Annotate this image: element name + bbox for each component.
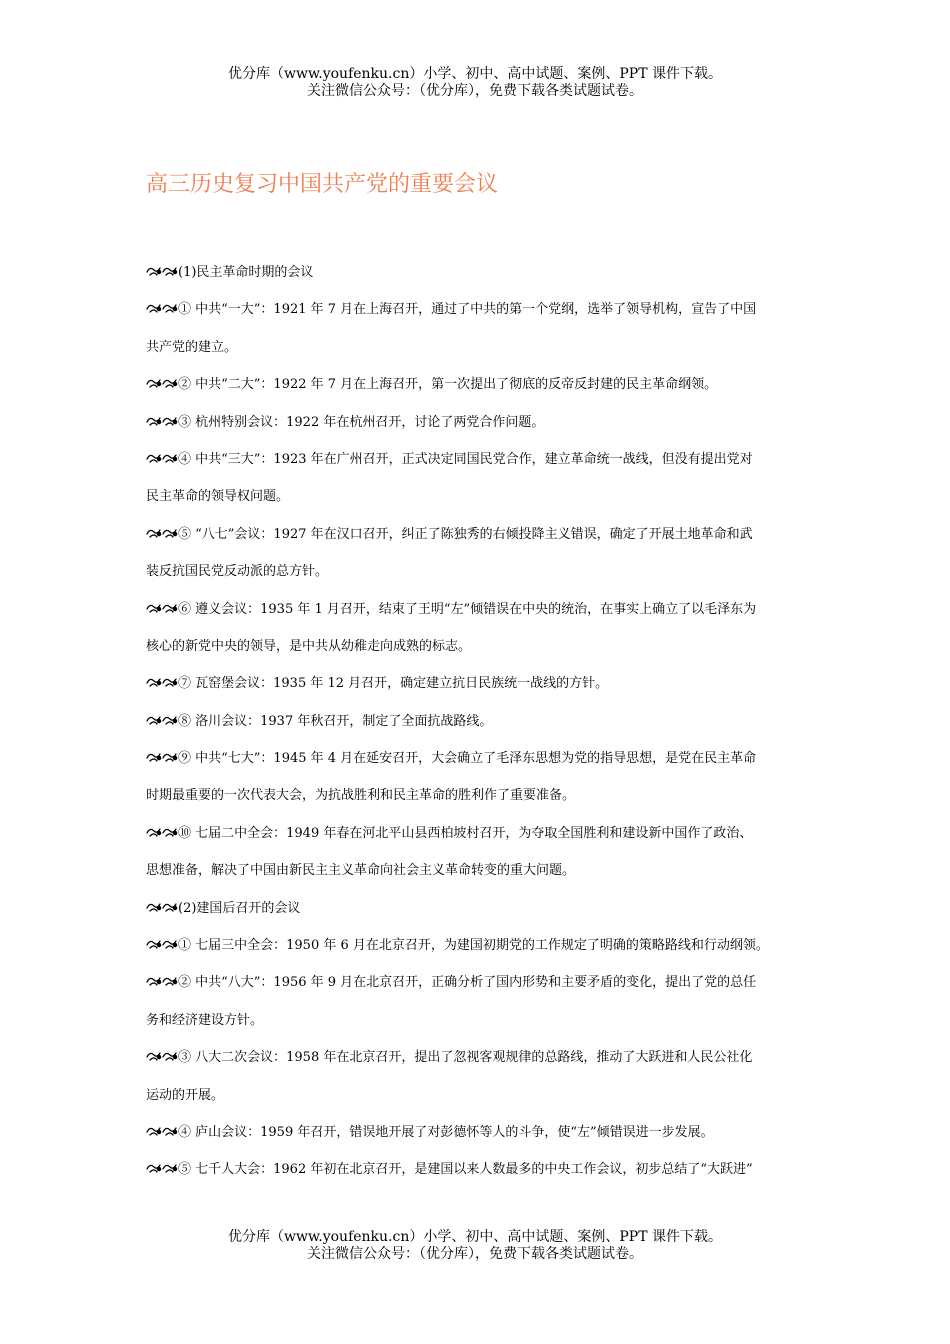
footer-line-1: 优分库（www.youfenku.cn）小学、初中、高中试题、案例、PPT 课件下载。 (227, 1229, 722, 1245)
line-text: ⑤ 七千人大会：1962 年初在北京召开，是建国以来人数最多的中央工作会议，初步总结了“大跃进” (178, 1162, 753, 1178)
line-text: 核心的新党中央的领导，是中共从幼稚走向成熟的标志。 (146, 638, 472, 654)
line-text: ① 七届三中全会：1950 年 6 月在北京召开，为建国初期党的工作规定了明确的策略路线和行动纲领。 (178, 938, 769, 954)
header-line-1: 优分库（www.youfenku.cn）小学、初中、高中试题、案例、PPT 课件下载。 (227, 66, 722, 82)
line-text: ① 中共“一大”：1921 年 7 月在上海召开，通过了中共的第一个党纲，选举了领导机构，宣告了中国 (178, 302, 757, 318)
ornament-bullet-icon (146, 751, 178, 763)
document-title: 高三历史复习中国共产党的重要会议 (146, 172, 499, 197)
paragraph-line (146, 931, 816, 968)
header-line-2: 关注微信公众号：（优分库），免费下载各类试题试卷。 (307, 83, 643, 99)
line-text: ④ 庐山会议：1959 年召开，错误地开展了对彭德怀等人的斗争，使“左”倾错误进一步发展。 (178, 1124, 714, 1140)
paragraph-line (146, 856, 816, 893)
document-body (146, 258, 816, 1193)
footer-line-2: 关注微信公众号：（优分库），免费下载各类试题试卷。 (307, 1246, 643, 1262)
ornament-bullet-icon (146, 676, 178, 688)
ornament-bullet-icon (146, 714, 178, 726)
page-footer (0, 1229, 950, 1263)
paragraph-line (146, 482, 816, 519)
paragraph-line (146, 557, 816, 594)
line-text: (1)民主革命时期的会议 (178, 265, 314, 280)
paragraph-line (146, 1043, 816, 1080)
paragraph-line (146, 1155, 816, 1192)
paragraph-line (146, 295, 816, 332)
paragraph-line (146, 744, 816, 781)
line-text: (2)建国后召开的会议 (178, 900, 301, 916)
line-text: 装反抗国民党反动派的总方针。 (146, 564, 329, 580)
line-text: ⑤ “八七”会议：1927 年在汉口召开，纠正了陈独秀的右倾投降主义错误，确定了开展土地革命和武 (178, 526, 753, 542)
paragraph-line (146, 408, 816, 445)
line-text: 共产党的建立。 (146, 339, 238, 355)
paragraph-line (146, 632, 816, 669)
ornament-bullet-icon (146, 415, 178, 427)
paragraph-line (146, 894, 816, 931)
ornament-bullet-icon (146, 1050, 178, 1062)
paragraph-line (146, 781, 816, 818)
ornament-bullet-icon (146, 901, 178, 913)
line-text: ⑨ 中共“七大”：1945 年 4 月在延安召开，大会确立了毛泽东思想为党的指导思想，是党在民主革命 (178, 751, 757, 767)
paragraph-line (146, 819, 816, 856)
paragraph-line (146, 333, 816, 370)
ornament-bullet-icon (146, 302, 178, 314)
ornament-bullet-icon (146, 975, 178, 987)
ornament-bullet-icon (146, 452, 178, 464)
paragraph-line (146, 1006, 816, 1043)
line-text: 时期最重要的一次代表大会，为抗战胜利和民主革命的胜利作了重要准备。 (146, 788, 576, 804)
ornament-bullet-icon (146, 265, 178, 277)
line-text: ④ 中共“三大”：1923 年在广州召开，正式决定同国民党合作，建立革命统一战线，但没有提出党对 (178, 451, 753, 467)
ornament-bullet-icon (146, 377, 178, 389)
paragraph-line (146, 445, 816, 482)
line-text: 运动的开展。 (146, 1087, 225, 1103)
line-text: ② 中共“二大”：1922 年 7 月在上海召开，第一次提出了彻底的反帝反封建的民主革命纲领。 (178, 377, 718, 393)
ornament-bullet-icon (146, 527, 178, 539)
ornament-bullet-icon (146, 602, 178, 614)
line-text: ⑥ 遵义会议：1935 年 1 月召开，结束了王明“左”倾错误在中央的统治，在事实上确立了以毛泽东为 (178, 601, 757, 617)
paragraph-line (146, 1081, 816, 1118)
line-text: 思想准备，解决了中国由新民主主义革命向社会主义革命转变的重大问题。 (146, 863, 576, 879)
line-text: 务和经济建设方针。 (146, 1012, 264, 1028)
ornament-bullet-icon (146, 1162, 178, 1174)
page-header (0, 66, 950, 100)
line-text: ③ 杭州特别会议：1922 年在杭州召开，讨论了两党合作问题。 (178, 414, 545, 430)
ornament-bullet-icon (146, 826, 178, 838)
line-text: ③ 八大二次会议：1958 年在北京召开，提出了忽视客观规律的总路线，推动了大跃进和人民公社化 (178, 1050, 753, 1066)
paragraph-line (146, 1118, 816, 1155)
paragraph-line (146, 707, 816, 744)
paragraph-line (146, 595, 816, 632)
paragraph-line (146, 968, 816, 1005)
line-text: ⑩ 七届二中全会：1949 年春在河北平山县西柏坡村召开，为夺取全国胜利和建设新中国作了政治、 (178, 825, 753, 841)
paragraph-line (146, 370, 816, 407)
paragraph-line (146, 520, 816, 557)
ornament-bullet-icon (146, 938, 178, 950)
line-text: ⑧ 洛川会议：1937 年秋召开，制定了全面抗战路线。 (178, 713, 493, 729)
paragraph-line (146, 258, 816, 295)
line-text: ② 中共“八大”：1956 年 9 月在北京召开，正确分析了国内形势和主要矛盾的变化，提出了党的总任 (178, 975, 757, 991)
line-text: 民主革命的领导权问题。 (146, 489, 290, 505)
ornament-bullet-icon (146, 1125, 178, 1137)
paragraph-line (146, 669, 816, 706)
line-text: ⑦ 瓦窑堡会议：1935 年 12 月召开，确定建立抗日民族统一战线的方针。 (178, 676, 609, 692)
